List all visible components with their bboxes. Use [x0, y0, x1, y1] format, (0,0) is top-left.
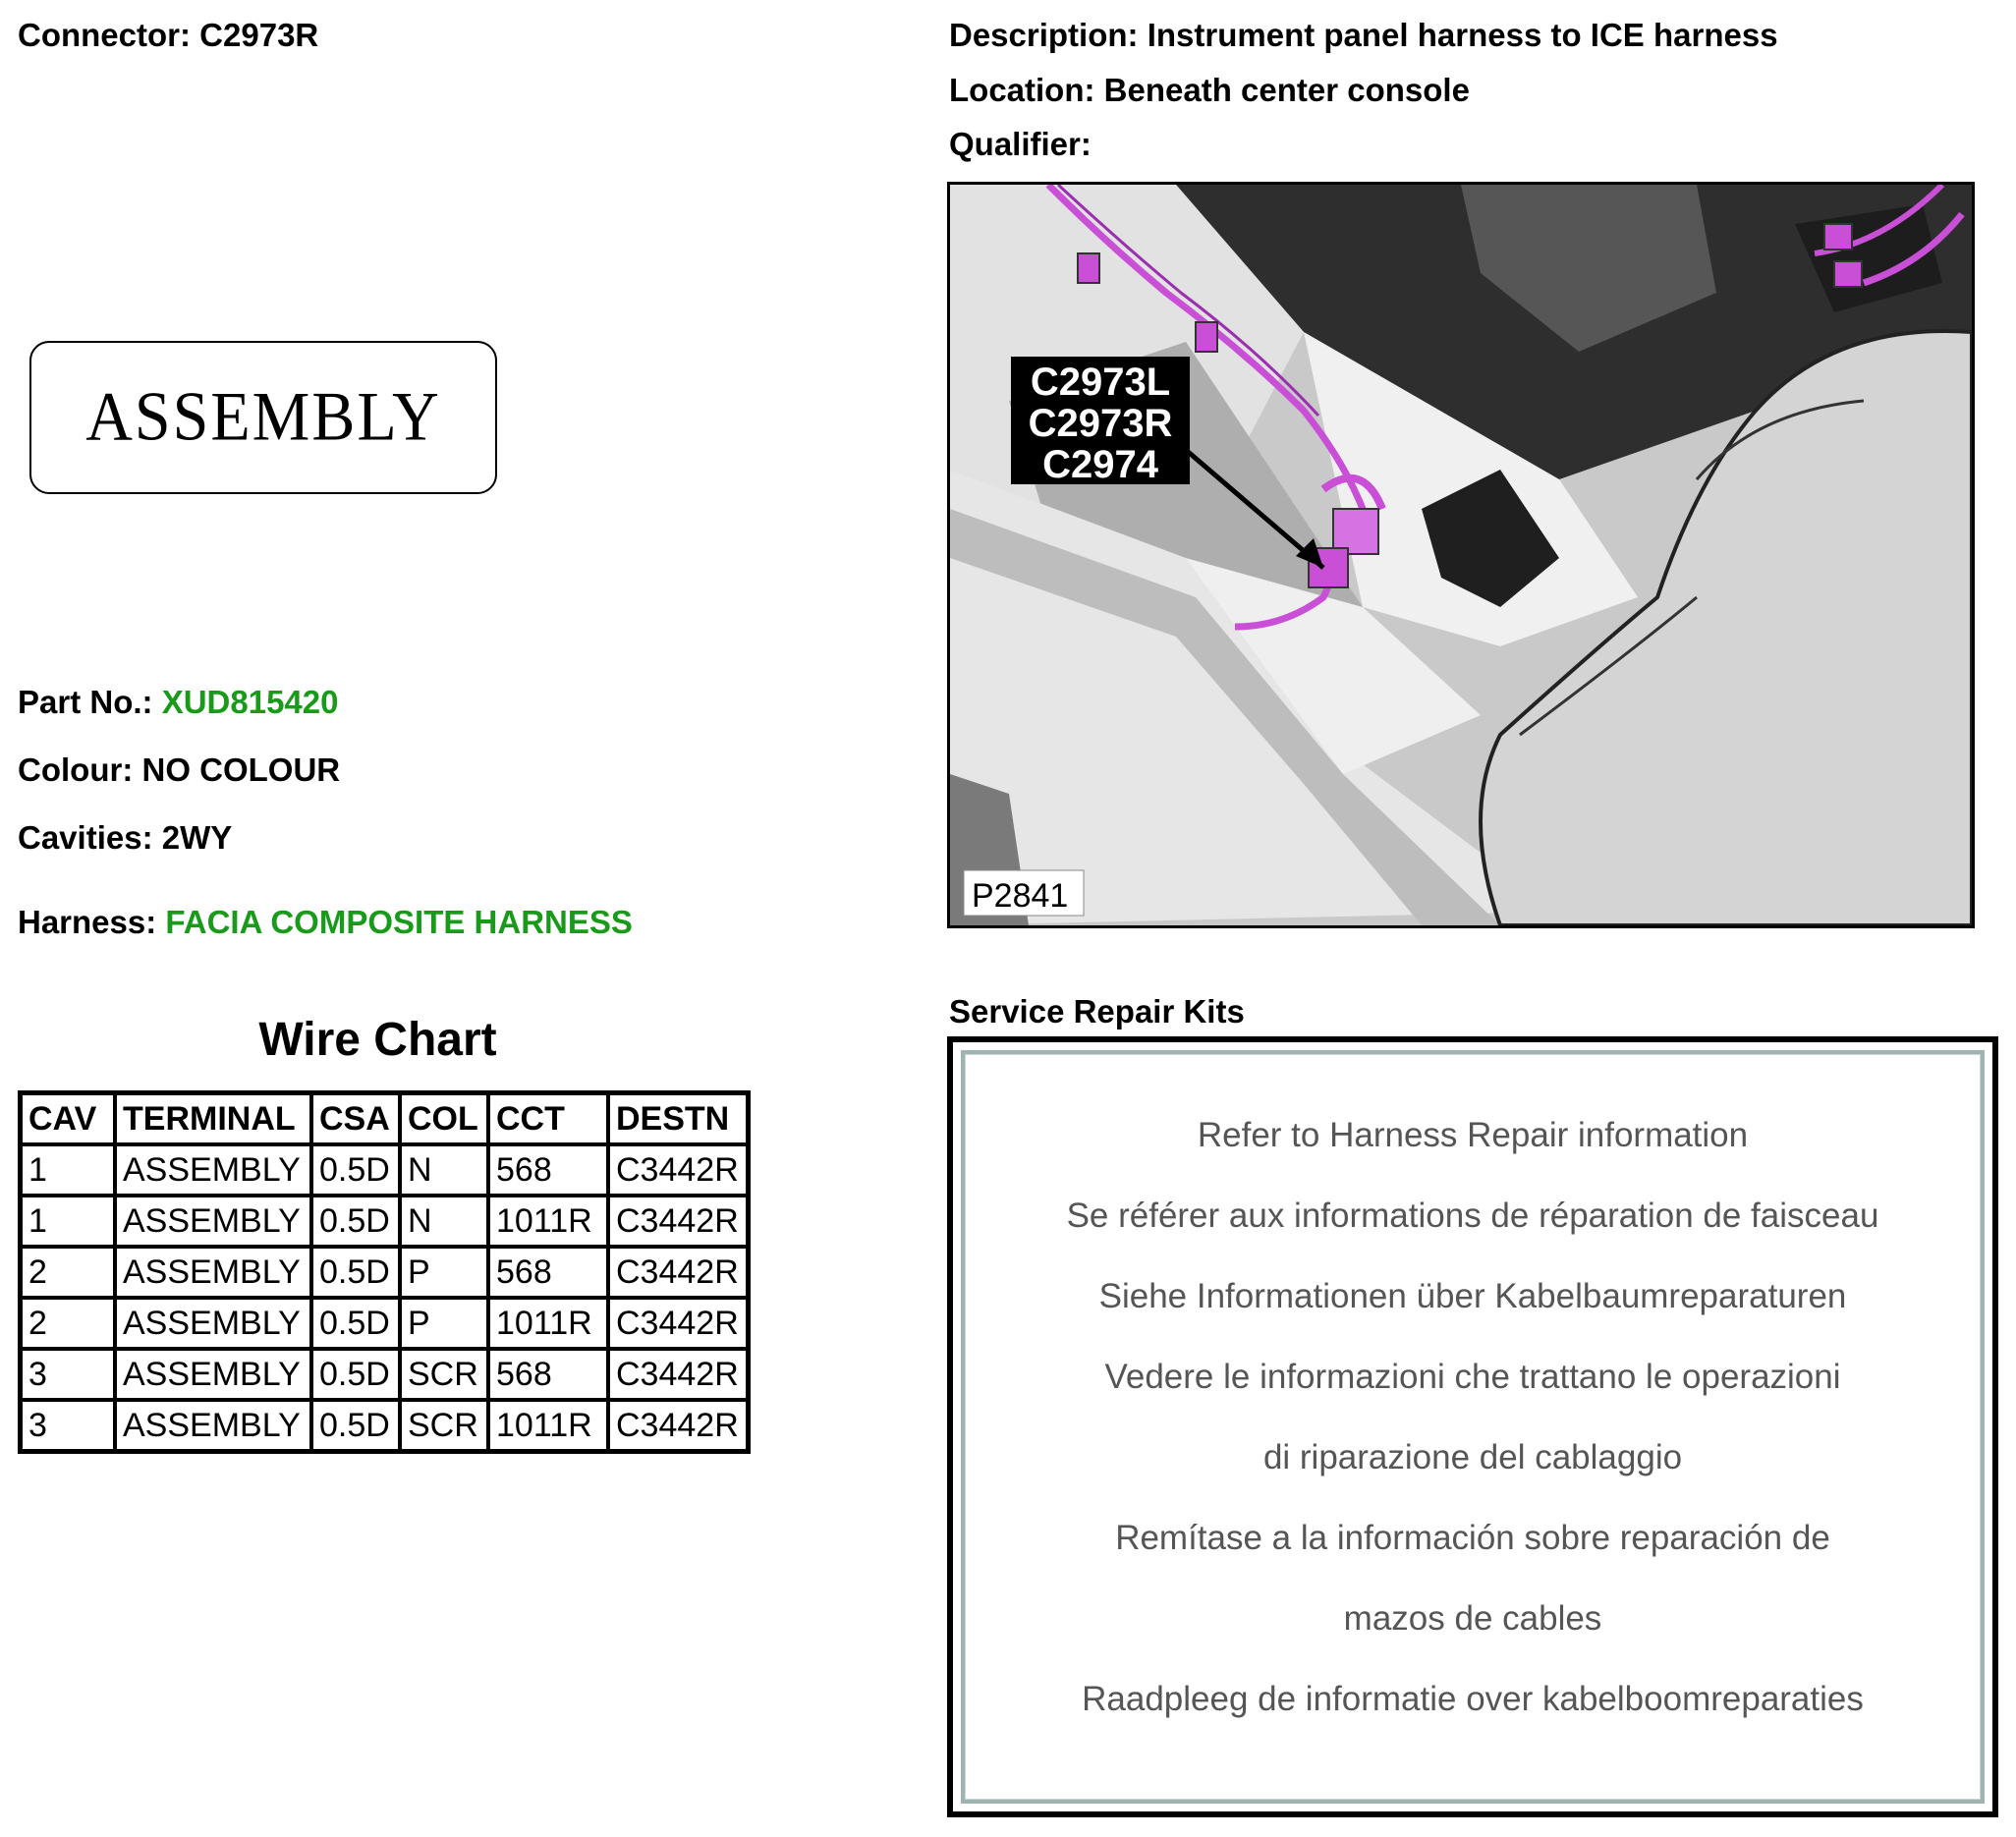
figure-id-label: P2841 — [972, 877, 1069, 915]
kit-line-nl: Raadpleeg de informatie over kabelboomreparaties — [1082, 1680, 1864, 1718]
harness-link[interactable]: FACIA COMPOSITE HARNESS — [165, 904, 633, 940]
cell-cav: 1 — [21, 1196, 116, 1247]
kit-line-it-2: di riparazione del cablaggio — [1262, 1438, 1683, 1476]
cell-cct: 1011R — [488, 1298, 608, 1349]
cell-col: P — [400, 1247, 488, 1298]
part-number-link[interactable]: XUD815420 — [161, 684, 339, 720]
callout-line-3: C2974 — [1042, 443, 1158, 486]
connector-value: C2973R — [199, 17, 319, 53]
cell-csa: 0.5D — [311, 1196, 400, 1247]
location-line — [949, 71, 1470, 110]
kit-line-it-1: Vedere le informazioni che trattano le operazioni — [1104, 1358, 1841, 1396]
cell-cct: 1011R — [488, 1400, 608, 1452]
column-header-csa: CSA — [311, 1093, 400, 1145]
table-row — [21, 1247, 749, 1298]
console-drawing — [950, 185, 1972, 925]
part-number-line — [18, 683, 338, 722]
connector-location-illustration — [947, 182, 1975, 928]
cell-cav: 2 — [21, 1298, 116, 1349]
part-number-label: Part No.: — [18, 684, 153, 720]
cell-col: SCR — [400, 1349, 488, 1400]
cell-terminal: ASSEMBLY — [115, 1400, 311, 1452]
cell-terminal: ASSEMBLY — [115, 1144, 311, 1196]
service-repair-kits-box — [947, 1036, 1998, 1817]
cell-cav: 2 — [21, 1247, 116, 1298]
description-value: Instrument panel harness to ICE harness — [1147, 17, 1778, 53]
colour-label: Colour: — [18, 752, 134, 788]
table-row — [21, 1400, 749, 1452]
cell-cct: 1011R — [488, 1196, 608, 1247]
column-header-cav: CAV — [21, 1093, 116, 1145]
cavities-line — [18, 818, 232, 858]
table-row — [21, 1144, 749, 1196]
cell-terminal: ASSEMBLY — [115, 1298, 311, 1349]
cell-destn: C3442R — [608, 1196, 749, 1247]
cell-terminal: ASSEMBLY — [115, 1196, 311, 1247]
cell-csa: 0.5D — [311, 1349, 400, 1400]
cell-col: N — [400, 1144, 488, 1196]
cell-col: N — [400, 1196, 488, 1247]
cell-csa: 0.5D — [311, 1298, 400, 1349]
cavities-value: 2WY — [161, 819, 233, 856]
column-header-terminal: TERMINAL — [115, 1093, 311, 1145]
wire-chart-header-row — [21, 1093, 749, 1145]
kit-line-es-1: Remítase a la información sobre reparación de — [1115, 1519, 1830, 1557]
kit-line-fr: Se référer aux informations de réparation de faisceau — [1066, 1197, 1879, 1235]
cell-cct: 568 — [488, 1349, 608, 1400]
service-repair-kits-title: Service Repair Kits — [949, 993, 1245, 1030]
kit-line-en: Refer to Harness Repair information — [1197, 1116, 1749, 1154]
callout-line-1: C2973L — [1030, 361, 1171, 404]
cell-col: P — [400, 1298, 488, 1349]
table-row — [21, 1196, 749, 1247]
harness-line — [18, 903, 633, 942]
cell-csa: 0.5D — [311, 1400, 400, 1452]
cell-csa: 0.5D — [311, 1144, 400, 1196]
cell-cct: 568 — [488, 1247, 608, 1298]
harness-label: Harness: — [18, 904, 157, 940]
colour-value: NO COLOUR — [141, 752, 341, 788]
assembly-box-text: ASSEMBLY — [85, 378, 441, 456]
cell-col: SCR — [400, 1400, 488, 1452]
wire-chart-title: Wire Chart — [258, 1014, 497, 1066]
kit-line-es-2: mazos de cables — [1343, 1599, 1602, 1638]
table-row — [21, 1349, 749, 1400]
cell-destn: C3442R — [608, 1144, 749, 1196]
column-header-destn: DESTN — [608, 1093, 749, 1145]
cell-terminal: ASSEMBLY — [115, 1247, 311, 1298]
service-repair-kits-inner — [961, 1050, 1985, 1804]
column-header-col: COL — [400, 1093, 488, 1145]
wire-chart-table — [18, 1090, 751, 1454]
assembly-box — [29, 341, 497, 494]
table-row — [21, 1298, 749, 1349]
cell-destn: C3442R — [608, 1298, 749, 1349]
kit-line-de: Siehe Informationen über Kabelbaumreparaturen — [1098, 1277, 1847, 1315]
cell-csa: 0.5D — [311, 1247, 400, 1298]
cavities-label: Cavities: — [18, 819, 153, 856]
cell-destn: C3442R — [608, 1349, 749, 1400]
description-label: Description: — [949, 17, 1139, 53]
qualifier-label: Qualifier: — [949, 126, 1092, 162]
connector-line — [18, 16, 318, 55]
description-line — [949, 16, 1778, 55]
callout-line-2: C2973R — [1028, 402, 1173, 445]
cell-cct: 568 — [488, 1144, 608, 1196]
cell-cav: 3 — [21, 1349, 116, 1400]
cell-destn: C3442R — [608, 1247, 749, 1298]
cell-cav: 1 — [21, 1144, 116, 1196]
cell-terminal: ASSEMBLY — [115, 1349, 311, 1400]
colour-line — [18, 751, 340, 790]
location-label: Location: — [949, 72, 1095, 108]
location-value: Beneath center console — [1103, 72, 1470, 108]
connector-label: Connector: — [18, 17, 191, 53]
cell-destn: C3442R — [608, 1400, 749, 1452]
cell-cav: 3 — [21, 1400, 116, 1452]
column-header-cct: CCT — [488, 1093, 608, 1145]
qualifier-line — [949, 125, 1092, 164]
